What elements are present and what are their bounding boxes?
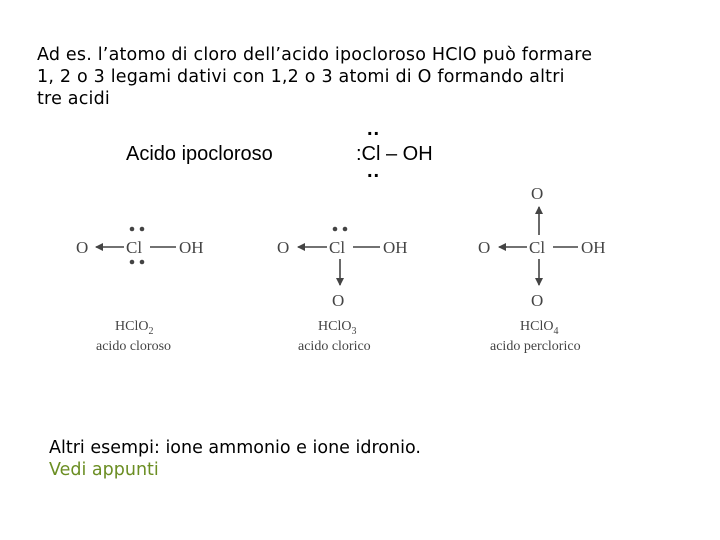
chloric-acid-formula: HClO$_3$ xyxy=(318,319,357,337)
chlorous-acid-structure xyxy=(76,227,204,354)
lone-pair-dot xyxy=(140,227,145,232)
intro-line-2: 1, 2 o 3 legami dativi con 1,2 o 3 atomi di O formando altri xyxy=(37,67,565,87)
lone-pair-dot xyxy=(333,227,338,232)
oxygen-atom: O xyxy=(332,291,345,310)
chlorous-acid-name: acido cloroso xyxy=(96,339,172,354)
oxygen-atom: O xyxy=(478,238,491,257)
lone-pair-bottom: .. xyxy=(367,160,381,182)
other-examples xyxy=(49,437,421,481)
chloric-acid-name: acido clorico xyxy=(298,339,371,354)
intro-line-1: Ad es. l’atomo di cloro dell’acido ipocloroso HClO può formare xyxy=(37,45,593,65)
chlorine-atom: Cl xyxy=(329,238,346,257)
oxygen-atom: O xyxy=(277,238,290,257)
oxygen-atom: O xyxy=(76,238,89,257)
oxygen-atom: O xyxy=(531,291,544,310)
hydroxyl-group: OH xyxy=(179,238,204,257)
chlorine-atom: Cl xyxy=(126,238,143,257)
hypochlorous-formula: :Cl – OH xyxy=(356,143,433,165)
hydroxyl-group: OH xyxy=(581,238,606,257)
chlorous-acid-formula: HClO$_2$ xyxy=(115,319,154,337)
perchloric-acid-structure xyxy=(478,184,606,354)
perchloric-acid-formula: HClO$_4$ xyxy=(520,319,559,337)
intro-line-3: tre acidi xyxy=(37,89,110,109)
lone-pair-top: .. xyxy=(367,118,381,140)
lone-pair-dot xyxy=(130,260,135,265)
hydroxyl-group: OH xyxy=(383,238,408,257)
see-notes-link[interactable]: Vedi appunti xyxy=(49,460,159,480)
oxygen-atom: O xyxy=(531,184,544,203)
hypochlorous-acid-label: Acido ipocloroso xyxy=(126,143,273,165)
chloric-acid-structure xyxy=(277,227,408,354)
lone-pair-dot xyxy=(130,227,135,232)
other-examples-text: Altri esempi: ione ammonio e ione idronio. xyxy=(49,438,421,458)
perchloric-acid-name: acido perclorico xyxy=(490,339,581,354)
lone-pair-dot xyxy=(140,260,145,265)
lone-pair-dot xyxy=(343,227,348,232)
chlorine-atom: Cl xyxy=(529,238,546,257)
